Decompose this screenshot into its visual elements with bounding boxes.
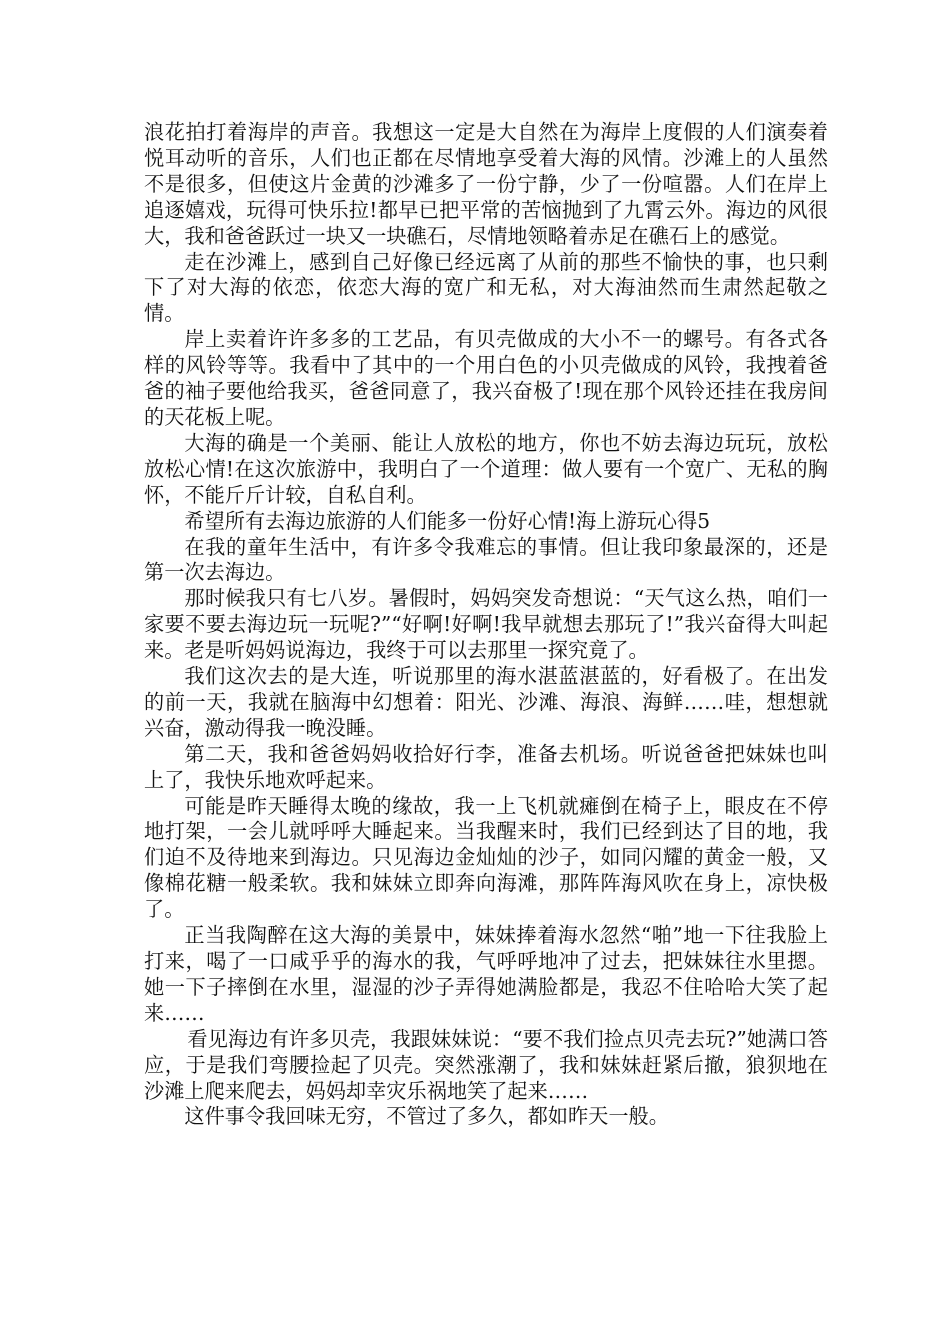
paragraph-12: 看见海边有许多贝壳，我跟妹妹说：“要不我们捡点贝壳去玩?”她满口答应，于是我们弯腰捡起了贝壳。突然涨潮了，我和妹妹赶紧后撤，狼狈地在沙滩上爬来爬去，妈妈却幸灾乐祸地笑了起来…… — [144, 1026, 828, 1103]
paragraph-9: 第二天，我和爸爸妈妈收拾好行李，准备去机场。听说爸爸把妹妹也叫上了，我快乐地欢呼起来。 — [144, 741, 828, 792]
paragraph-3: 岸上卖着许许多多的工艺品，有贝壳做成的大小不一的螺号。有各式各样的风铃等等。我看中了其中的一个用白色的小贝壳做成的风铃，我拽着爸爸的袖子要他给我买，爸爸同意了，我兴奋极了!现在那个风铃还挂在我房间的天花板上呢。 — [144, 327, 828, 429]
paragraph-13: 这件事令我回味无穷，不管过了多久，都如昨天一般。 — [184, 1104, 669, 1129]
paragraph-4: 大海的确是一个美丽、能让人放松的地方，你也不妨去海边玩玩，放松放松心情!在这次旅游中，我明白了一个道理：做人要有一个宽广、无私的胸怀，不能斤斤计较，自私自利。 — [144, 430, 828, 507]
document-page — [144, 120, 828, 1130]
paragraph-10: 可能是昨天睡得太晚的缘故，我一上飞机就瘫倒在椅子上，眼皮在不停地打架，一会儿就呼呼大睡起来。当我醒来时，我们已经到达了目的地，我们迫不及待地来到海边。只见海边金灿灿的沙子，如同闪耀的黄金一般，又像棉花糖一般柔软。我和妹妹立即奔向海滩，那阵阵海风吹在身上，凉快极了。 — [144, 793, 828, 922]
paragraph-2: 走在沙滩上，感到自己好像已经远离了从前的那些不愉快的事，也只剩下了对大海的依恋，依恋大海的宽广和无私，对大海油然而生肃然起敬之情。 — [144, 249, 828, 326]
paragraph-8: 我们这次去的是大连，听说那里的海水湛蓝湛蓝的，好看极了。在出发的前一天，我就在脑海中幻想着：阳光、沙滩、海浪、海鲜……哇，想想就兴奋，激动得我一晚没睡。 — [144, 664, 828, 740]
paragraph-1: 浪花拍打着海岸的声音。我想这一定是大自然在为海岸上度假的人们演奏着悦耳动听的音乐，人们也正都在尽情地享受着大海的风情。沙滩上的人虽然不是很多，但使这片金黄的沙滩多了一份宁静，少了一份喧嚣。人们在岸上追逐嬉戏，玩得可快乐拉!都早已把平常的苦恼抛到了九霄云外。海边的风很大，我和爸爸跃过一块又一块礁石，尽情地领略着赤足在礁石上的感觉。 — [144, 120, 828, 248]
paragraph-5: 希望所有去海边旅游的人们能多一份好心情!海上游玩心得5 — [184, 508, 711, 533]
paragraph-6: 在我的童年生活中，有许多令我难忘的事情。但让我印象最深的，还是第一次去海边。 — [144, 534, 828, 585]
paragraph-7: 那时候我只有七八岁。暑假时，妈妈突发奇想说：“天气这么热，咱们一家要不要去海边玩一玩呢?”“好啊!好啊!我早就想去那玩了!”我兴奋得大叫起来。老是听妈妈说海边，我终于可以去那里一探究竟了。 — [144, 586, 828, 663]
paragraph-11: 正当我陶醉在这大海的美景中，妹妹捧着海水忽然“啪”地一下往我脸上打来，喝了一口咸乎乎的海水的我，气呼呼地冲了过去，把妹妹往水里摁。她一下子摔倒在水里，湿湿的沙子弄得她满脸都是，我忍不住哈哈大笑了起来…… — [144, 923, 828, 1025]
